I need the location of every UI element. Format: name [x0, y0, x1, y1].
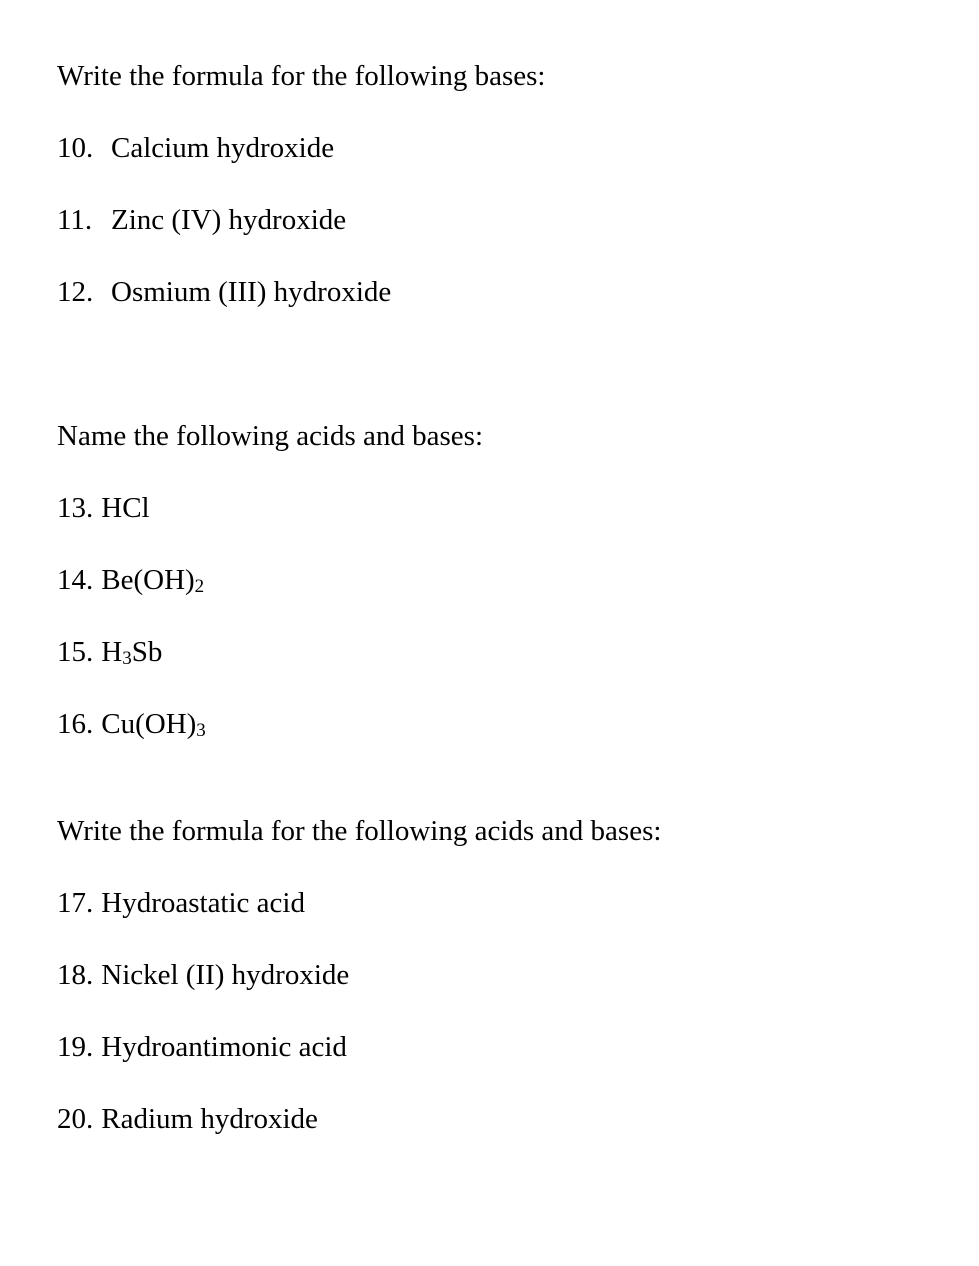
question-number: 14. — [57, 564, 94, 596]
chemical-formula: H — [101, 636, 123, 668]
chemical-formula: Cu(OH) — [101, 708, 197, 740]
question-number: 10. — [57, 132, 94, 164]
question-17 — [57, 885, 305, 921]
question-number: 12. — [57, 276, 94, 308]
question-10 — [57, 130, 334, 166]
chemical-formula: Be(OH) — [101, 564, 195, 596]
question-number: 18. — [57, 959, 94, 991]
question-12 — [57, 274, 391, 310]
question-number: 17. — [57, 887, 94, 919]
question-number: 13. — [57, 492, 94, 524]
formula-subscript: 3 — [122, 648, 132, 669]
question-number: 15. — [57, 636, 94, 668]
chemical-formula-tail: Sb — [131, 636, 163, 668]
question-text: Osmium (III) hydroxide — [111, 276, 392, 308]
question-13 — [57, 490, 150, 526]
question-number: 11. — [57, 204, 93, 236]
question-20 — [57, 1101, 318, 1137]
question-11 — [57, 202, 346, 238]
question-14 — [57, 562, 204, 598]
question-18 — [57, 957, 349, 993]
question-19 — [57, 1029, 347, 1065]
section2-heading: Name the following acids and bases: — [57, 420, 484, 452]
section1-heading: Write the formula for the following bases: — [57, 60, 546, 92]
section3-heading: Write the formula for the following acids and bases: — [57, 815, 662, 847]
formula-subscript: 2 — [194, 576, 205, 597]
question-text: Nickel (II) hydroxide — [101, 959, 350, 991]
question-text: Hydroastatic acid — [101, 887, 305, 919]
question-text: Zinc (IV) hydroxide — [111, 204, 347, 236]
question-15 — [57, 634, 162, 670]
question-text: Hydroantimonic acid — [101, 1031, 347, 1063]
formula-subscript: 3 — [196, 720, 206, 741]
question-text: Calcium hydroxide — [111, 132, 335, 164]
question-16 — [57, 706, 206, 742]
question-text: Radium hydroxide — [101, 1103, 318, 1135]
question-number: 20. — [57, 1103, 94, 1135]
question-number: 16. — [57, 708, 94, 740]
question-number: 19. — [57, 1031, 94, 1063]
chemical-formula: HCl — [101, 492, 150, 524]
